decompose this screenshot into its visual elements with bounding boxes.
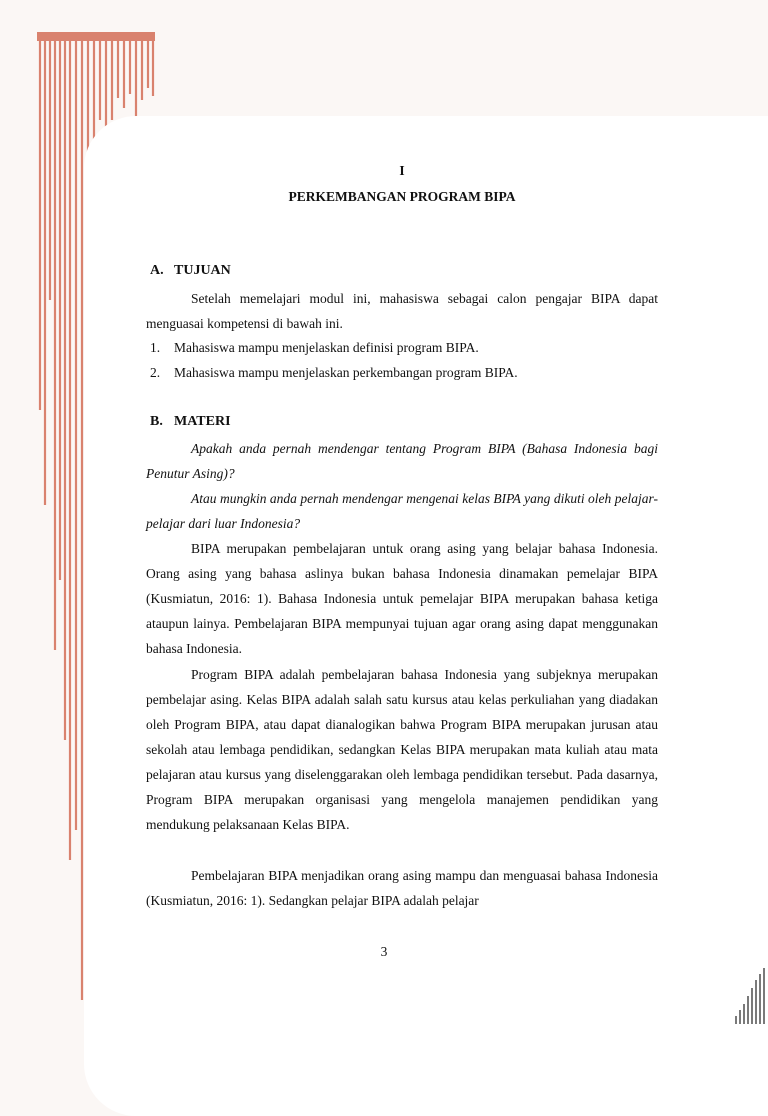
objective-number: 1.: [150, 340, 161, 355]
section-b-heading: [150, 414, 231, 430]
decorative-corner-stripes: [728, 964, 768, 1024]
materi-paragraph-3: BIPA merupakan pembelajaran untuk orang asing yang belajar bahasa Indonesia. Orang asing yang bahasa aslinya bukan bahasa Indonesia dinamakan pemelajar BIPA (Kusmiatun, 2016: 1). Bahasa Indonesia untuk pemelajar BIPA merupakan bahasa ketiga ataupun lainya. Pembelajaran BIPA mempunyai tujuan agar orang asing dapat menggunakan bahasa Indonesia.: [146, 541, 658, 656]
section-b-title: MATERI: [174, 414, 231, 429]
materi-paragraph-2: Atau mungkin anda pernah mendengar mengenai kelas BIPA yang dikuti oleh pelajar-pelajar dari luar Indonesia?: [146, 491, 658, 531]
materi-paragraph-4: Program BIPA adalah pembelajaran bahasa Indonesia yang subjeknya merupakan pembelajar asing. Kelas BIPA adalah salah satu kursus atau kelas perkuliahan yang diadakan oleh Program BIPA, atau dapat dianalogikan bahwa Program BIPA merupakan jurusan atau sekolah atau lembaga pendidikan, sedangkan Kelas BIPA merupakan mata kuliah atau mata pelajaran atau kursus yang diselenggarakan oleh lembaga pendidikan tersebut. Pada dasarnya, Program BIPA merupakan organisasi yang mengelola manajemen pendidikan yang mendukung pelaksanaan Kelas BIPA.: [146, 667, 658, 832]
materi-paragraph-1: Apakah anda pernah mendengar tentang Program BIPA (Bahasa Indonesia bagi Penutur Asing)?: [146, 441, 658, 481]
objective-item-1: [150, 335, 479, 360]
materi-paragraph-5: Pembelajaran BIPA menjadikan orang asing mampu dan menguasai bahasa Indonesia (Kusmiatun, 2016: 1). Sedangkan pelajar BIPA adalah pelajar: [146, 868, 658, 908]
objective-text: Mahasiswa mampu menjelaskan definisi program BIPA.: [174, 340, 479, 355]
chapter-title: PERKEMBANGAN PROGRAM BIPA: [288, 189, 516, 204]
section-b-letter: B.: [150, 414, 163, 429]
objective-number: 2.: [150, 365, 161, 380]
section-a-letter: A.: [150, 263, 164, 278]
page-number: 3: [380, 944, 388, 959]
decorative-top-bar: [37, 32, 155, 41]
section-a-title: TUJUAN: [174, 263, 231, 278]
objective-item-2: [150, 360, 518, 385]
objective-text: Mahasiswa mampu menjelaskan perkembangan program BIPA.: [174, 365, 518, 380]
section-a-intro: Setelah memelajari modul ini, mahasiswa sebagai calon pengajar BIPA dapat menguasai kompetensi di bawah ini.: [146, 291, 658, 331]
chapter-number: I: [399, 163, 405, 178]
section-a-heading: [150, 263, 231, 279]
